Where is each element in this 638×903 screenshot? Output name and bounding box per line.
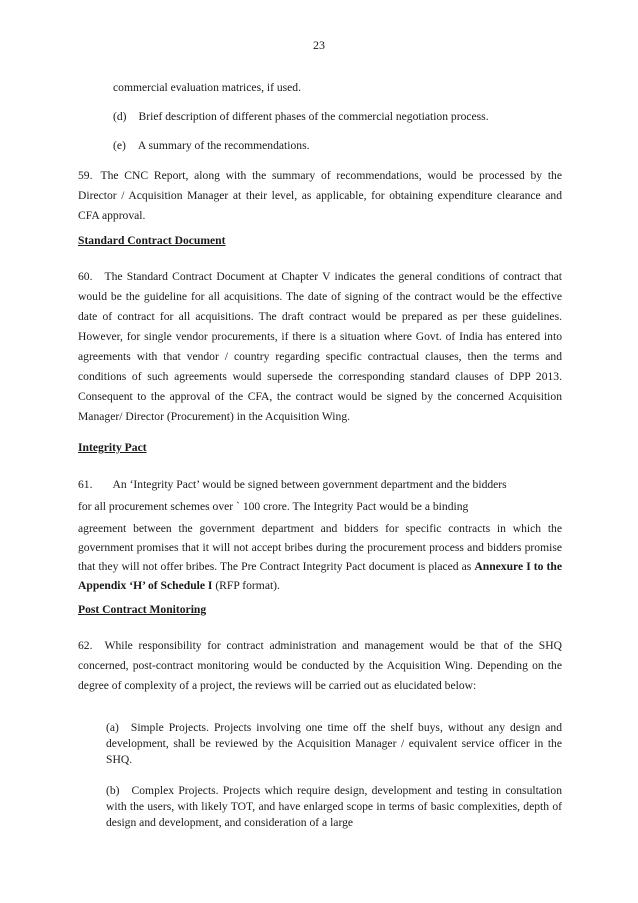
list-text: Brief description of different phases of the commercial negotiation process. xyxy=(138,110,489,123)
paragraph-number: 60. xyxy=(78,270,93,283)
list-item-d xyxy=(113,110,562,123)
paragraph-61-rest xyxy=(78,519,562,595)
sub-text: Simple Projects. Projects involving one time off the shelf buys, without any design and development, shall be reviewed by the Acquisition Manager / equivalent service officer in the SHQ. xyxy=(106,721,562,766)
sub-item-a xyxy=(106,720,562,768)
list-label: (e) xyxy=(113,139,126,152)
section-heading-integrity-pact: Integrity Pact xyxy=(78,441,147,454)
annexure-reference: Annexure I to the Appendix ‘H’ of Schedule I xyxy=(78,560,562,592)
continuation-text: commercial evaluation matrices, if used. xyxy=(113,81,302,94)
list-text: A summary of the recommendations. xyxy=(137,139,310,152)
paragraph-number: 61. xyxy=(78,478,93,491)
paragraph-62 xyxy=(78,636,562,696)
list-item-continuation xyxy=(113,81,562,94)
sub-item-b xyxy=(106,783,562,831)
paragraph-line-1: An ‘Integrity Pact’ would be signed between government department and the bidders xyxy=(112,478,507,491)
sub-text: Complex Projects. Projects which require design, development and testing in consultation with the users, with likely TOT, and have enlarged scope in terms of basic complexities, depth of design and development, and consideration of a large xyxy=(106,784,562,829)
paragraph-60 xyxy=(78,267,562,427)
paragraph-61-line-2 xyxy=(78,496,562,518)
paragraph-number: 62. xyxy=(78,639,93,652)
paragraph-number: 59. xyxy=(78,169,93,182)
list-label: (d) xyxy=(113,110,127,123)
paragraph-text: The CNC Report, along with the summary of recommendations, would be processed by the Director / Acquisition Manager at their level, as applicable, for obtaining expenditure clearance and CFA approval. xyxy=(78,169,562,222)
paragraph-59 xyxy=(78,166,562,226)
paragraph-line-2: for all procurement schemes over ` 100 crore. The Integrity Pact would be a binding xyxy=(78,500,469,513)
paragraph-61 xyxy=(78,474,562,496)
page-number: 23 xyxy=(313,38,325,52)
paragraph-text: The Standard Contract Document at Chapter V indicates the general conditions of contract that would be the guideline for all acquisitions. The date of signing of the contract would be the effective date of contract for all acquisitions. The draft contract would be prepared as per these guidelines. However, for single vendor procurements, if there is a situation where Govt. of India has entered into agreements with that vendor / country regarding specific contractual clauses, then the terms and conditions of such agreements would supersede the corresponding standard clauses of DPP 2013. Consequent to the approval of the CFA, the contract would be signed by the concerned Acquisition Manager/ Director (Procurement) in the Acquisition Wing. xyxy=(78,270,562,423)
sub-label: (a) xyxy=(106,721,119,734)
section-heading-standard-contract: Standard Contract Document xyxy=(78,234,226,247)
sub-label: (b) xyxy=(106,784,120,797)
paragraph-text: agreement between the government department and bidders for specific contracts in which the government promises that it will not accept bribes during the procurement process and bidders promise that they will not offer bribes. The Pre Contract Integrity Pact document is placed as xyxy=(78,522,562,573)
paragraph-text: While responsibility for contract administration and management would be that of the SHQ concerned, post-contract monitoring would be conducted by the Acquisition Wing. Depending on the degree of complexity of a project, the reviews will be carried out as elucidated below: xyxy=(78,639,562,692)
list-item-e xyxy=(113,139,562,152)
section-heading-post-contract: Post Contract Monitoring xyxy=(78,603,207,616)
paragraph-tail: (RFP format). xyxy=(212,579,280,592)
